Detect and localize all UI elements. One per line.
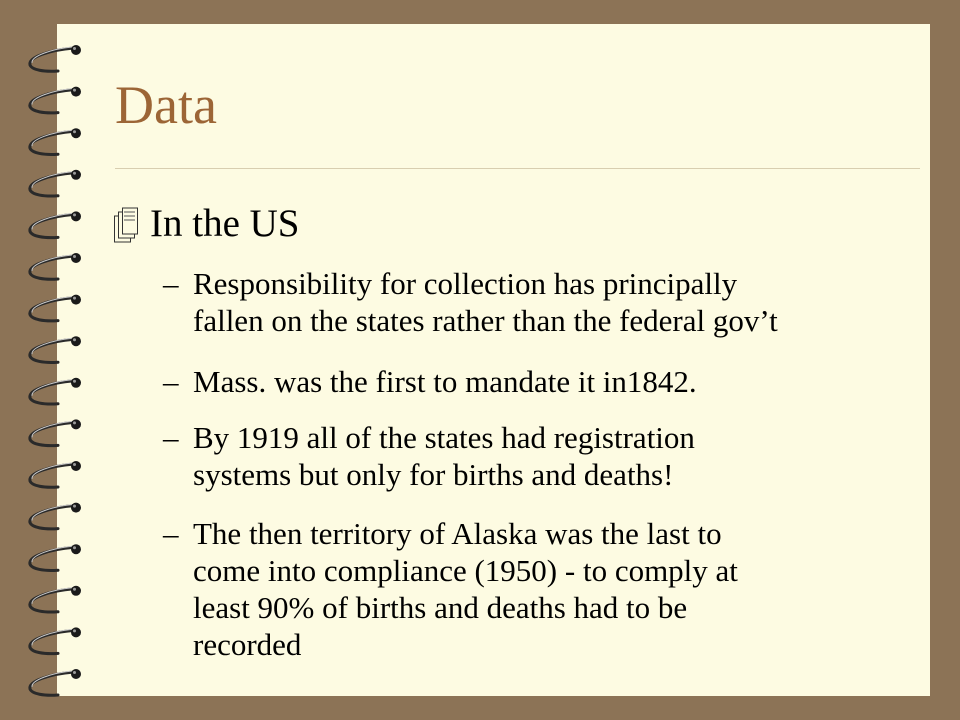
dash-marker: – bbox=[163, 420, 179, 455]
sub-bullet-text bbox=[193, 515, 738, 663]
text-line: systems but only for births and deaths! bbox=[193, 457, 674, 492]
binding-ring bbox=[30, 544, 81, 570]
text-line: fallen on the states rather than the federal gov’t bbox=[193, 303, 778, 338]
binding-ring bbox=[30, 45, 81, 71]
binding-ring bbox=[30, 336, 81, 362]
dash-marker: – bbox=[163, 266, 179, 301]
title-divider bbox=[115, 168, 920, 169]
binding-ring bbox=[30, 253, 81, 279]
text-line: Mass. was the first to mandate it in1842. bbox=[193, 364, 697, 399]
sub-bullet-text bbox=[193, 265, 778, 339]
text-line: By 1919 all of the states had registration bbox=[193, 420, 695, 455]
binding-ring bbox=[30, 586, 81, 612]
text-line: come into compliance (1950) - to comply at bbox=[193, 553, 738, 588]
binding-ring bbox=[30, 378, 81, 404]
bullet-heading: In the US bbox=[150, 202, 300, 245]
binding-ring bbox=[30, 627, 81, 653]
binding-ring bbox=[30, 461, 81, 487]
dash-marker: – bbox=[163, 364, 179, 399]
binding-ring bbox=[30, 503, 81, 529]
text-line: recorded bbox=[193, 627, 302, 662]
binding-ring bbox=[30, 419, 81, 445]
binding-ring bbox=[30, 128, 81, 154]
slide-title: Data bbox=[115, 75, 217, 135]
sub-bullet-text bbox=[193, 419, 695, 493]
sub-bullet-text bbox=[193, 363, 697, 400]
text-line: least 90% of births and deaths had to be bbox=[193, 590, 688, 625]
binding-ring bbox=[30, 211, 81, 237]
text-line: Responsibility for collection has principally bbox=[193, 266, 738, 301]
text-line: The then territory of Alaska was the last to bbox=[193, 516, 722, 551]
binding-ring bbox=[30, 170, 81, 196]
dash-marker: – bbox=[163, 516, 179, 551]
notebook-icon bbox=[113, 206, 139, 244]
binding-ring bbox=[30, 87, 81, 113]
binding-ring bbox=[30, 669, 81, 695]
binding-ring bbox=[30, 295, 81, 321]
